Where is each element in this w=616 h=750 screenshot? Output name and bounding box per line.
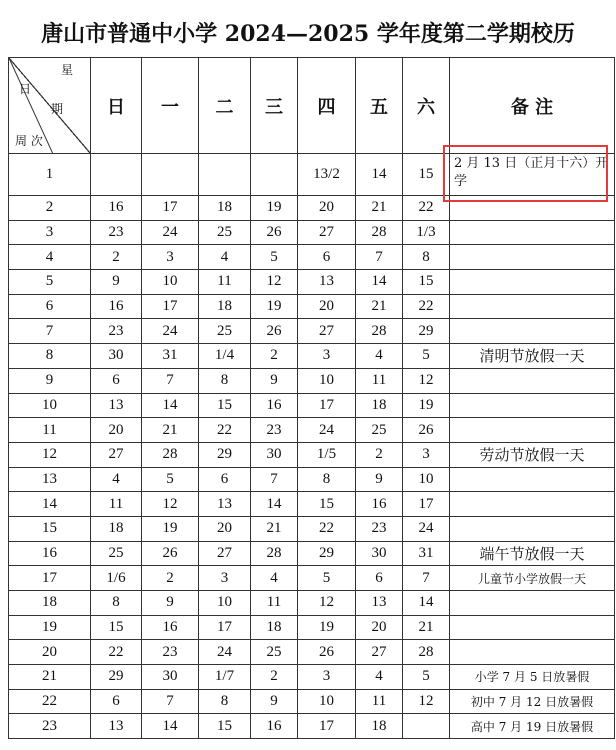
remark-cell	[450, 319, 615, 344]
table-row	[9, 368, 615, 393]
date-cell: 3	[199, 566, 251, 591]
date-cell: 2	[91, 245, 142, 270]
date-cell: 18	[251, 615, 298, 640]
table-row	[9, 344, 615, 369]
date-cell: 16	[356, 492, 403, 517]
remark-cell: 端午节放假一天	[450, 541, 615, 566]
date-cell: 23	[251, 418, 298, 443]
table-row	[9, 154, 615, 196]
date-cell: 21	[251, 516, 298, 541]
date-cell: 9	[142, 591, 199, 616]
date-cell: 15	[199, 714, 251, 739]
date-cell: 17	[199, 615, 251, 640]
date-cell	[142, 154, 199, 196]
date-cell: 10	[298, 368, 356, 393]
date-cell: 26	[403, 418, 450, 443]
date-cell: 2	[142, 566, 199, 591]
table-row	[9, 615, 615, 640]
remarks-header: 备 注	[450, 58, 615, 154]
remark-cell	[450, 492, 615, 517]
week-number: 17	[9, 566, 91, 591]
remark-cell: 初中 7 月 12 日放暑假	[450, 689, 615, 714]
date-cell: 25	[91, 541, 142, 566]
week-number: 23	[9, 714, 91, 739]
date-cell: 8	[199, 368, 251, 393]
date-cell: 30	[251, 442, 298, 467]
week-number: 5	[9, 270, 91, 295]
date-cell: 20	[356, 615, 403, 640]
date-cell: 22	[298, 516, 356, 541]
remark-cell	[450, 467, 615, 492]
date-cell: 26	[298, 640, 356, 665]
remark-cell	[450, 591, 615, 616]
remark-cell: 2 月 13 日（正月十六）开学	[450, 154, 615, 196]
date-cell: 4	[199, 245, 251, 270]
remark-cell	[450, 220, 615, 245]
date-cell: 30	[356, 541, 403, 566]
day-header-sat: 六	[403, 58, 450, 154]
date-cell: 23	[91, 319, 142, 344]
table-row	[9, 418, 615, 443]
date-cell: 17	[298, 714, 356, 739]
table-row	[9, 196, 615, 221]
date-cell: 29	[91, 665, 142, 690]
date-cell: 5	[251, 245, 298, 270]
date-cell: 26	[251, 220, 298, 245]
date-cell: 14	[251, 492, 298, 517]
date-cell: 28	[403, 640, 450, 665]
date-cell: 5	[298, 566, 356, 591]
date-cell: 1/5	[298, 442, 356, 467]
date-cell: 18	[356, 393, 403, 418]
date-cell: 25	[251, 640, 298, 665]
date-cell: 24	[142, 319, 199, 344]
date-cell: 28	[251, 541, 298, 566]
date-cell: 27	[298, 319, 356, 344]
date-cell: 9	[91, 270, 142, 295]
calendar-body	[9, 154, 615, 739]
day-header-fri: 五	[356, 58, 403, 154]
date-cell: 27	[356, 640, 403, 665]
date-cell: 10	[199, 591, 251, 616]
header-row	[9, 58, 615, 154]
date-cell: 31	[403, 541, 450, 566]
date-cell: 16	[91, 294, 142, 319]
date-cell: 24	[199, 640, 251, 665]
remark-cell	[450, 418, 615, 443]
remark-cell	[450, 393, 615, 418]
date-cell: 12	[403, 689, 450, 714]
date-cell: 7	[251, 467, 298, 492]
date-cell: 1/7	[199, 665, 251, 690]
remark-cell	[450, 294, 615, 319]
table-row	[9, 665, 615, 690]
date-cell: 4	[251, 566, 298, 591]
week-number: 1	[9, 154, 91, 196]
date-cell: 6	[356, 566, 403, 591]
table-row	[9, 492, 615, 517]
date-cell: 7	[356, 245, 403, 270]
date-cell: 13	[356, 591, 403, 616]
date-cell: 14	[403, 591, 450, 616]
date-cell: 3	[298, 344, 356, 369]
date-cell: 20	[199, 516, 251, 541]
week-number: 3	[9, 220, 91, 245]
week-number: 8	[9, 344, 91, 369]
remark-cell	[450, 196, 615, 221]
date-cell: 5	[403, 344, 450, 369]
date-cell: 13	[298, 270, 356, 295]
date-cell: 10	[298, 689, 356, 714]
date-cell: 15	[403, 270, 450, 295]
date-cell: 4	[356, 665, 403, 690]
week-number: 6	[9, 294, 91, 319]
table-row	[9, 516, 615, 541]
date-cell: 18	[199, 294, 251, 319]
date-cell: 6	[91, 368, 142, 393]
date-cell: 13	[91, 393, 142, 418]
week-number: 21	[9, 665, 91, 690]
date-cell: 16	[251, 393, 298, 418]
week-number: 22	[9, 689, 91, 714]
date-cell: 28	[142, 442, 199, 467]
week-number: 16	[9, 541, 91, 566]
date-cell: 16	[251, 714, 298, 739]
remark-cell	[450, 615, 615, 640]
date-cell: 22	[91, 640, 142, 665]
table-row	[9, 591, 615, 616]
date-cell: 6	[91, 689, 142, 714]
date-cell: 23	[356, 516, 403, 541]
table-row	[9, 270, 615, 295]
date-cell: 14	[142, 393, 199, 418]
date-cell: 28	[356, 220, 403, 245]
date-cell: 15	[91, 615, 142, 640]
date-cell: 18	[91, 516, 142, 541]
date-cell: 10	[403, 467, 450, 492]
date-cell: 13	[199, 492, 251, 517]
date-cell: 17	[298, 393, 356, 418]
date-cell	[91, 154, 142, 196]
remark-cell	[450, 270, 615, 295]
date-cell: 13	[91, 714, 142, 739]
date-cell: 11	[356, 368, 403, 393]
corner-label-week: 周 次	[15, 134, 43, 148]
date-cell: 21	[403, 615, 450, 640]
date-cell: 17	[142, 294, 199, 319]
date-cell	[199, 154, 251, 196]
date-cell: 14	[142, 714, 199, 739]
corner-label-xing: 星	[61, 63, 74, 77]
week-number: 18	[9, 591, 91, 616]
date-cell: 28	[356, 319, 403, 344]
date-cell: 22	[403, 196, 450, 221]
date-cell: 19	[403, 393, 450, 418]
date-cell: 17	[403, 492, 450, 517]
date-cell: 20	[91, 418, 142, 443]
table-row	[9, 541, 615, 566]
week-number: 19	[9, 615, 91, 640]
date-cell: 16	[142, 615, 199, 640]
week-number: 4	[9, 245, 91, 270]
week-number: 9	[9, 368, 91, 393]
remark-cell	[450, 516, 615, 541]
date-cell: 13/2	[298, 154, 356, 196]
table-row	[9, 689, 615, 714]
date-cell: 30	[91, 344, 142, 369]
date-cell: 11	[251, 591, 298, 616]
table-row	[9, 294, 615, 319]
date-cell: 21	[356, 196, 403, 221]
remark-cell: 高中 7 月 19 日放暑假	[450, 714, 615, 739]
page-title: 唐山市普通中小学 2024—2025 学年度第二学期校历	[41, 21, 575, 47]
date-cell: 20	[298, 294, 356, 319]
date-cell: 12	[142, 492, 199, 517]
remark-cell: 劳动节放假一天	[450, 442, 615, 467]
school-calendar-table	[8, 57, 615, 739]
date-cell: 2	[251, 665, 298, 690]
date-cell: 9	[251, 368, 298, 393]
date-cell: 5	[142, 467, 199, 492]
date-cell: 2	[356, 442, 403, 467]
date-cell: 12	[298, 591, 356, 616]
date-cell: 7	[142, 689, 199, 714]
table-row	[9, 319, 615, 344]
date-cell: 27	[199, 541, 251, 566]
remark-cell	[450, 368, 615, 393]
corner-header	[9, 58, 91, 154]
date-cell: 19	[298, 615, 356, 640]
date-cell: 18	[356, 714, 403, 739]
date-cell: 25	[199, 220, 251, 245]
date-cell: 7	[403, 566, 450, 591]
date-cell: 5	[403, 665, 450, 690]
date-cell: 21	[356, 294, 403, 319]
day-header-sun: 日	[91, 58, 142, 154]
date-cell: 26	[251, 319, 298, 344]
week-number: 12	[9, 442, 91, 467]
date-cell: 12	[251, 270, 298, 295]
date-cell: 12	[403, 368, 450, 393]
week-number: 10	[9, 393, 91, 418]
table-row	[9, 220, 615, 245]
date-cell	[251, 154, 298, 196]
date-cell: 16	[91, 196, 142, 221]
date-cell: 20	[298, 196, 356, 221]
date-cell: 29	[403, 319, 450, 344]
date-cell: 8	[91, 591, 142, 616]
date-cell: 18	[199, 196, 251, 221]
date-cell: 19	[251, 196, 298, 221]
week-number: 15	[9, 516, 91, 541]
date-cell: 29	[298, 541, 356, 566]
date-cell: 15	[298, 492, 356, 517]
date-cell: 25	[356, 418, 403, 443]
date-cell: 14	[356, 270, 403, 295]
day-header-wed: 三	[251, 58, 298, 154]
date-cell: 29	[199, 442, 251, 467]
date-cell: 4	[356, 344, 403, 369]
date-cell: 9	[356, 467, 403, 492]
table-row	[9, 714, 615, 739]
date-cell: 10	[142, 270, 199, 295]
date-cell: 2	[251, 344, 298, 369]
date-cell: 24	[142, 220, 199, 245]
date-cell: 26	[142, 541, 199, 566]
date-cell: 8	[199, 689, 251, 714]
date-cell: 30	[142, 665, 199, 690]
date-cell: 24	[403, 516, 450, 541]
remark-cell	[450, 640, 615, 665]
table-row	[9, 393, 615, 418]
corner-label-ri: 日	[19, 82, 32, 96]
date-cell: 3	[142, 245, 199, 270]
date-cell: 1/4	[199, 344, 251, 369]
date-cell: 23	[142, 640, 199, 665]
date-cell: 19	[251, 294, 298, 319]
date-cell: 3	[403, 442, 450, 467]
remark-cell	[450, 245, 615, 270]
date-cell: 21	[142, 418, 199, 443]
date-cell: 24	[298, 418, 356, 443]
week-number: 13	[9, 467, 91, 492]
remark-cell: 儿童节小学放假一天	[450, 566, 615, 591]
table-row	[9, 640, 615, 665]
table-row	[9, 245, 615, 270]
date-cell: 1/3	[403, 220, 450, 245]
day-header-tue: 二	[199, 58, 251, 154]
remark-cell: 小学 7 月 5 日放暑假	[450, 665, 615, 690]
date-cell: 17	[142, 196, 199, 221]
week-number: 7	[9, 319, 91, 344]
date-cell: 25	[199, 319, 251, 344]
week-number: 20	[9, 640, 91, 665]
date-cell: 6	[199, 467, 251, 492]
week-number: 11	[9, 418, 91, 443]
week-number: 14	[9, 492, 91, 517]
date-cell: 22	[403, 294, 450, 319]
date-cell: 14	[356, 154, 403, 196]
date-cell: 1/6	[91, 566, 142, 591]
date-cell: 19	[142, 516, 199, 541]
date-cell: 3	[298, 665, 356, 690]
date-cell: 7	[142, 368, 199, 393]
table-row	[9, 566, 615, 591]
date-cell: 15	[403, 154, 450, 196]
day-header-mon: 一	[142, 58, 199, 154]
date-cell: 23	[91, 220, 142, 245]
date-cell: 6	[298, 245, 356, 270]
date-cell: 11	[199, 270, 251, 295]
date-cell: 31	[142, 344, 199, 369]
table-row	[9, 442, 615, 467]
corner-label-qi: 期	[51, 102, 64, 116]
date-cell: 4	[91, 467, 142, 492]
date-cell: 8	[403, 245, 450, 270]
date-cell: 11	[91, 492, 142, 517]
date-cell	[403, 714, 450, 739]
table-row	[9, 467, 615, 492]
date-cell: 9	[251, 689, 298, 714]
date-cell: 11	[356, 689, 403, 714]
week-number: 2	[9, 196, 91, 221]
date-cell: 15	[199, 393, 251, 418]
remark-cell: 清明节放假一天	[450, 344, 615, 369]
date-cell: 8	[298, 467, 356, 492]
date-cell: 27	[91, 442, 142, 467]
date-cell: 27	[298, 220, 356, 245]
date-cell: 22	[199, 418, 251, 443]
day-header-thu: 四	[298, 58, 356, 154]
